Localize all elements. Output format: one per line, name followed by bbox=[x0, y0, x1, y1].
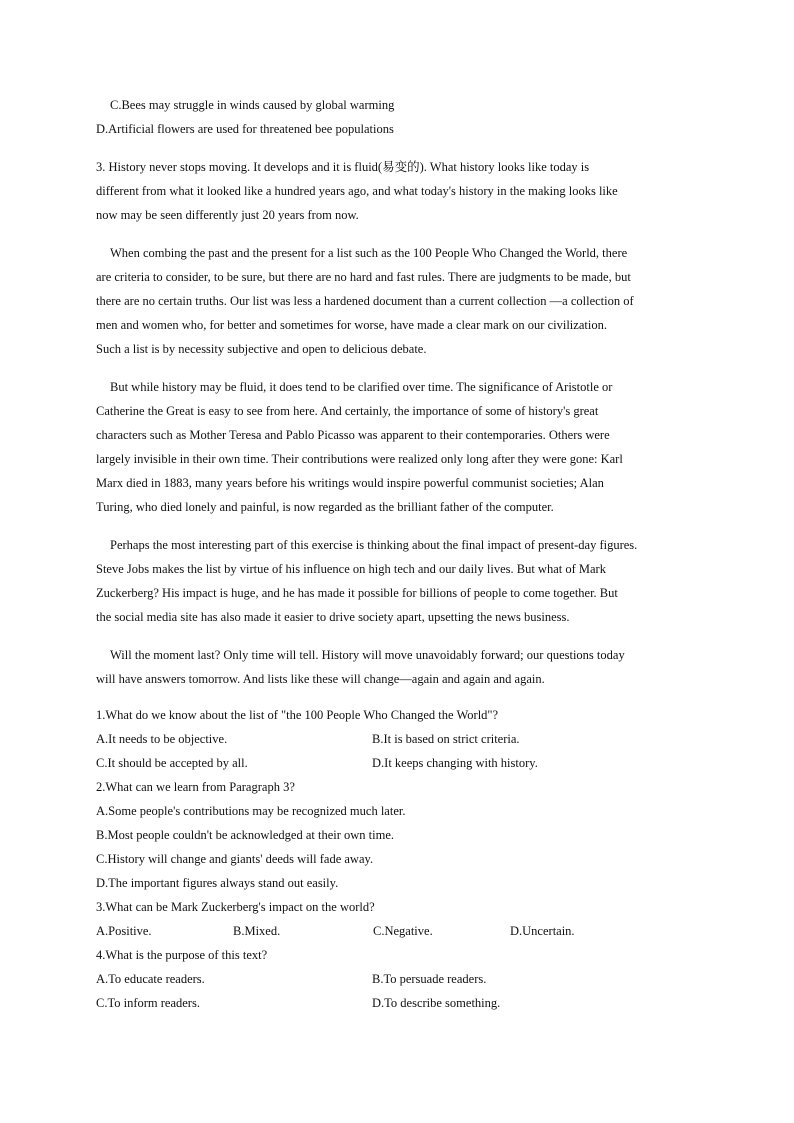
text-line: Catherine the Great is easy to see from here. And certainly, the importance of some of history's great bbox=[96, 404, 599, 418]
text-line: characters such as Mother Teresa and Pablo Picasso was apparent to their contemporaries. Others were bbox=[96, 428, 610, 442]
text-line: different from what it looked like a hundred years ago, and what today's history in the making looks like bbox=[96, 184, 618, 198]
option-a: A.Positive. bbox=[96, 924, 152, 938]
option-d: D.Uncertain. bbox=[510, 924, 575, 938]
text-line: Will the moment last? Only time will tell. History will move unavoidably forward; our questions today bbox=[110, 648, 625, 662]
passage-paragraph-3 bbox=[96, 375, 706, 519]
text-line: Perhaps the most interesting part of this exercise is thinking about the final impact of present-day figures. bbox=[110, 538, 638, 552]
text-line: Marx died in 1883, many years before his writings would inspire powerful communist societies; Alan bbox=[96, 476, 604, 490]
text-line: are criteria to consider, to be sure, but there are no hard and fast rules. There are judgments to be made, but bbox=[96, 270, 631, 284]
option-row bbox=[96, 919, 706, 943]
text-line: Steve Jobs makes the list by virtue of his influence on high tech and our daily lives. But what of Mark bbox=[96, 562, 606, 576]
text-line: men and women who, for better and sometimes for worse, have made a clear mark on our civilization. bbox=[96, 318, 607, 332]
option-row bbox=[96, 967, 706, 991]
text-line: will have answers tomorrow. And lists like these will change—again and again and again. bbox=[96, 672, 545, 686]
passage-paragraph-5 bbox=[96, 643, 706, 691]
option-a: A.Some people's contributions may be recognized much later. bbox=[96, 804, 406, 818]
option-d: D.To describe something. bbox=[372, 996, 501, 1010]
option-c: C.Negative. bbox=[373, 924, 433, 938]
option-d: D.The important figures always stand out easily. bbox=[96, 876, 339, 890]
option-row bbox=[96, 751, 706, 775]
question-stem: 1.What do we know about the list of "the 100 People Who Changed the World"? bbox=[96, 708, 499, 722]
question-list bbox=[96, 703, 706, 1015]
question-stem: 3.What can be Mark Zuckerberg's impact on the world? bbox=[96, 900, 375, 914]
option-c: C.It should be accepted by all. bbox=[96, 756, 248, 770]
option-b: B.It is based on strict criteria. bbox=[372, 732, 520, 746]
passage-paragraph-1 bbox=[96, 155, 706, 227]
text-line: now may be seen differently just 20 years from now. bbox=[96, 208, 359, 222]
option-b: B.Mixed. bbox=[233, 924, 281, 938]
option-b: B.To persuade readers. bbox=[372, 972, 487, 986]
text-line: Turing, who died lonely and painful, is now regarded as the brilliant father of the computer. bbox=[96, 500, 554, 514]
document-page bbox=[96, 93, 706, 1015]
option-b: B.Most people couldn't be acknowledged at their own time. bbox=[96, 828, 395, 842]
question-stem: 2.What can we learn from Paragraph 3? bbox=[96, 780, 295, 794]
option-c: C.To inform readers. bbox=[96, 996, 200, 1010]
text-line: largely invisible in their own time. Their contributions were realized only long after they were gone: Karl bbox=[96, 452, 623, 466]
text-line: 3. History never stops moving. It develops and it is fluid(易变的). What history looks like today is bbox=[96, 160, 590, 174]
text-line: But while history may be fluid, it does tend to be clarified over time. The significance of Aristotle or bbox=[110, 380, 613, 394]
text-line: the social media site has also made it easier to drive society apart, upsetting the news business. bbox=[96, 610, 570, 624]
option-row bbox=[96, 991, 706, 1015]
passage-paragraph-4 bbox=[96, 533, 706, 629]
option-c: C.History will change and giants' deeds will fade away. bbox=[96, 852, 374, 866]
option-a: A.It needs to be objective. bbox=[96, 732, 228, 746]
text-line: When combing the past and the present for a list such as the 100 People Who Changed the World, there bbox=[110, 246, 628, 260]
question-stem: 4.What is the purpose of this text? bbox=[96, 948, 268, 962]
option-line: D.Artificial flowers are used for threatened bee populations bbox=[96, 122, 394, 136]
passage-paragraph-2 bbox=[96, 241, 706, 361]
option-d: D.It keeps changing with history. bbox=[372, 756, 538, 770]
option-a: A.To educate readers. bbox=[96, 972, 205, 986]
previous-question-options bbox=[96, 93, 706, 141]
text-line: Such a list is by necessity subjective and open to delicious debate. bbox=[96, 342, 427, 356]
text-line: Zuckerberg? His impact is huge, and he has made it possible for billions of people to come together. But bbox=[96, 586, 618, 600]
option-row bbox=[96, 727, 706, 751]
text-line: there are no certain truths. Our list was less a hardened document than a current collection —a collection of bbox=[96, 294, 634, 308]
option-line: C.Bees may struggle in winds caused by global warming bbox=[110, 98, 395, 112]
